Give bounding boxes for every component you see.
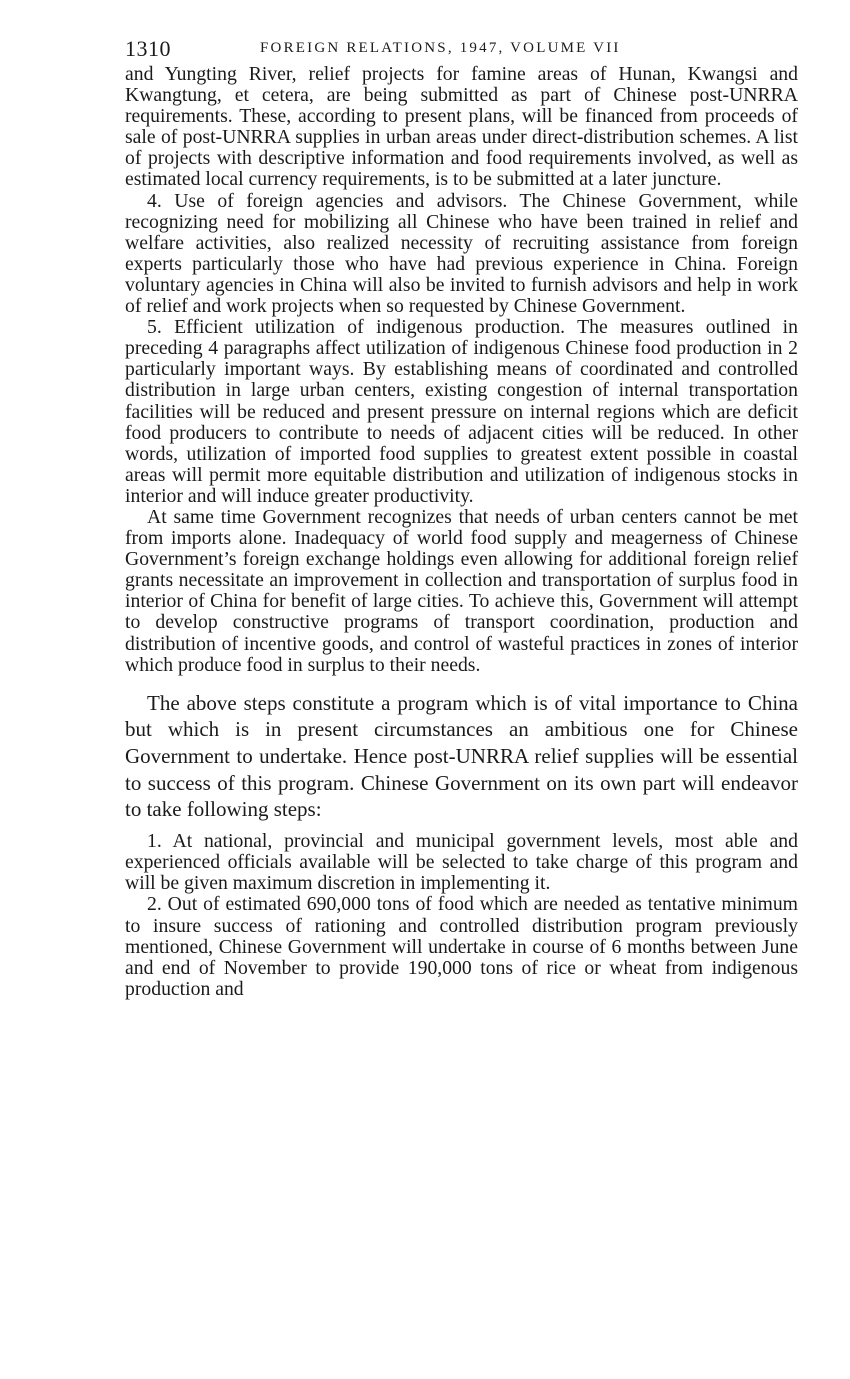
paragraph-relief-projects: and Yungting River, relief projects for famine areas of Hunan, Kwangsi and Kwangtung, et cetera, are being submitted as part of Chinese post-UNRRA requirements. These, according to present plans, will be financed from proceeds of sale of post-UNRRA supplies in urban areas under direct-distribution schemes. A list of projects with descriptive information and food requirements involved, as well as estimated local currency requirements, is to be submitted at a later juncture. xyxy=(125,63,798,191)
program-summary-section xyxy=(125,690,798,823)
paragraph-foreign-agencies: 4. Use of foreign agencies and advisors. The Chinese Government, while recognizing need for mobilizing all Chinese who have been trained in relief and welfare activities, also realized necessity of recruiting assistance from foreign experts particularly those who have had previous experience in China. Foreign voluntary agencies in China will also be invited to furnish advisors and help in work of relief and work projects when so requested by Chinese Government. xyxy=(125,189,798,318)
document-page xyxy=(125,30,798,1000)
paragraph-program-summary: The above steps constitute a program which is of vital importance to China but which is in present circumstances an ambitious one for Chinese Government to undertake. Hence post-UNRRA relief supplies will be essential to success of this program. Chinese Government on its own part will endeavor to take following steps: xyxy=(125,690,798,822)
paragraph-step-2: 2. Out of estimated 690,000 tons of food which are needed as tentative minimum to insure success of rationing and controlled distribution program previously mentioned, Chinese Government will undertake in course of 6 months between June and end of November to provide 190,000 tons of rice or wheat from indigenous production and xyxy=(125,893,798,1001)
running-title: FOREIGN RELATIONS, 1947, VOLUME VII xyxy=(260,40,621,56)
telegram-body-section xyxy=(125,64,798,676)
paragraph-step-1: 1. At national, provincial and municipal government levels, most able and experienced officials available will be selected to take charge of this program and will be given maximum discretion in implementing it. xyxy=(125,829,798,895)
paragraph-urban-needs: At same time Government recognizes that needs of urban centers cannot be met from imports alone. Inadequacy of world food supply and meagerness of Chinese Government’s foreign exchange holdings even allowing for additional foreign relief grants necessitate an improvement in collection and transportation of surplus food in interior of China for benefit of large cities. To achieve this, Government will attempt to develop constructive programs of transport coordination, production and distribution of incentive goods, and control of wasteful practices in zones of interior which produce food in surplus to their needs. xyxy=(125,505,798,676)
page-number: 1310 xyxy=(125,36,171,61)
paragraph-indigenous-production: 5. Efficient utilization of indigenous production. The measures outlined in preceding 4 paragraphs affect utilization of indigenous Chinese food production in 2 particularly important ways. By establishing means of coordinated and controlled distribution in large urban centers, existing congestion of internal transportation facilities will be reduced and present pressure on internal regions which are deficit food producers to contribute to needs of adjacent cities will be reduced. In other words, utilization of imported food supplies to greatest extent possible in coastal areas will permit more equitable distribution and utilization of indigenous stocks in interior and will induce greater productivity. xyxy=(125,316,798,507)
government-steps-section xyxy=(125,831,798,1001)
page-header xyxy=(125,30,798,64)
